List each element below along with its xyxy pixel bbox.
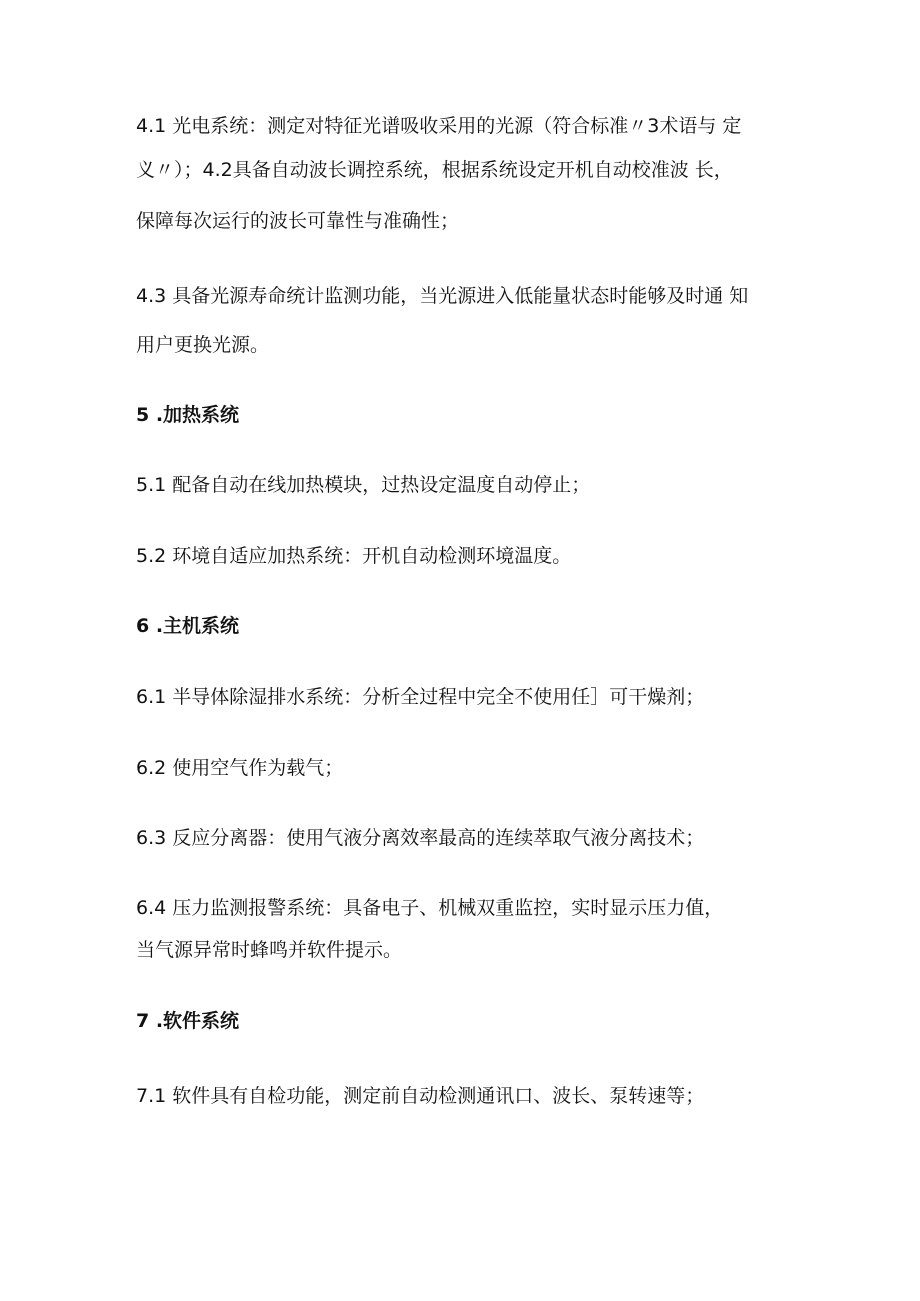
section-heading-5: 5 .加热系统 [136,404,240,426]
text-line-4-1c: 保障每次运行的波长可靠性与准确性； [136,210,460,232]
text-line-4-3b: 用户更换光源。 [136,334,270,356]
text-line-4-3a: 4.3 具备光源寿命统计监测功能，当光源进入低能量状态时能够及时通 知 [136,285,749,307]
section-heading-6: 6 .主机系统 [136,615,240,637]
text-line-5-1: 5.1 配备自动在线加热模块，过热设定温度自动停止； [136,474,591,496]
text-line-4-1a: 4.1 光电系统：测定对特征光谱吸收采用的光源（符合标准〃3术语与 定 [136,115,742,137]
text-line-6-2: 6.2 使用空气作为载气； [136,757,344,779]
text-line-6-4a: 6.4 压力监测报警系统：具备电子、机械双重监控，实时显示压力值， [136,897,724,919]
text-line-6-3: 6.3 反应分离器：使用气液分离效率最高的连续萃取气液分离技术； [136,827,705,849]
text-line-7-1: 7.1 软件具有自检功能，测定前自动检测通讯口、波长、泵转速等； [136,1085,705,1107]
section-heading-7: 7 .软件系统 [136,1010,240,1032]
text-line-5-2: 5.2 环境自适应加热系统：开机自动检测环境温度。 [136,545,572,567]
text-line-6-4b: 当气源异常时蜂鸣并软件提示。 [136,939,403,961]
text-line-6-1: 6.1 半导体除湿排水系统：分析全过程中完全不使用任］可干燥剂； [136,686,705,708]
text-line-4-1b: 义〃）；4.2具备自动波长调控系统，根据系统设定开机自动校准波 长， [136,159,733,181]
